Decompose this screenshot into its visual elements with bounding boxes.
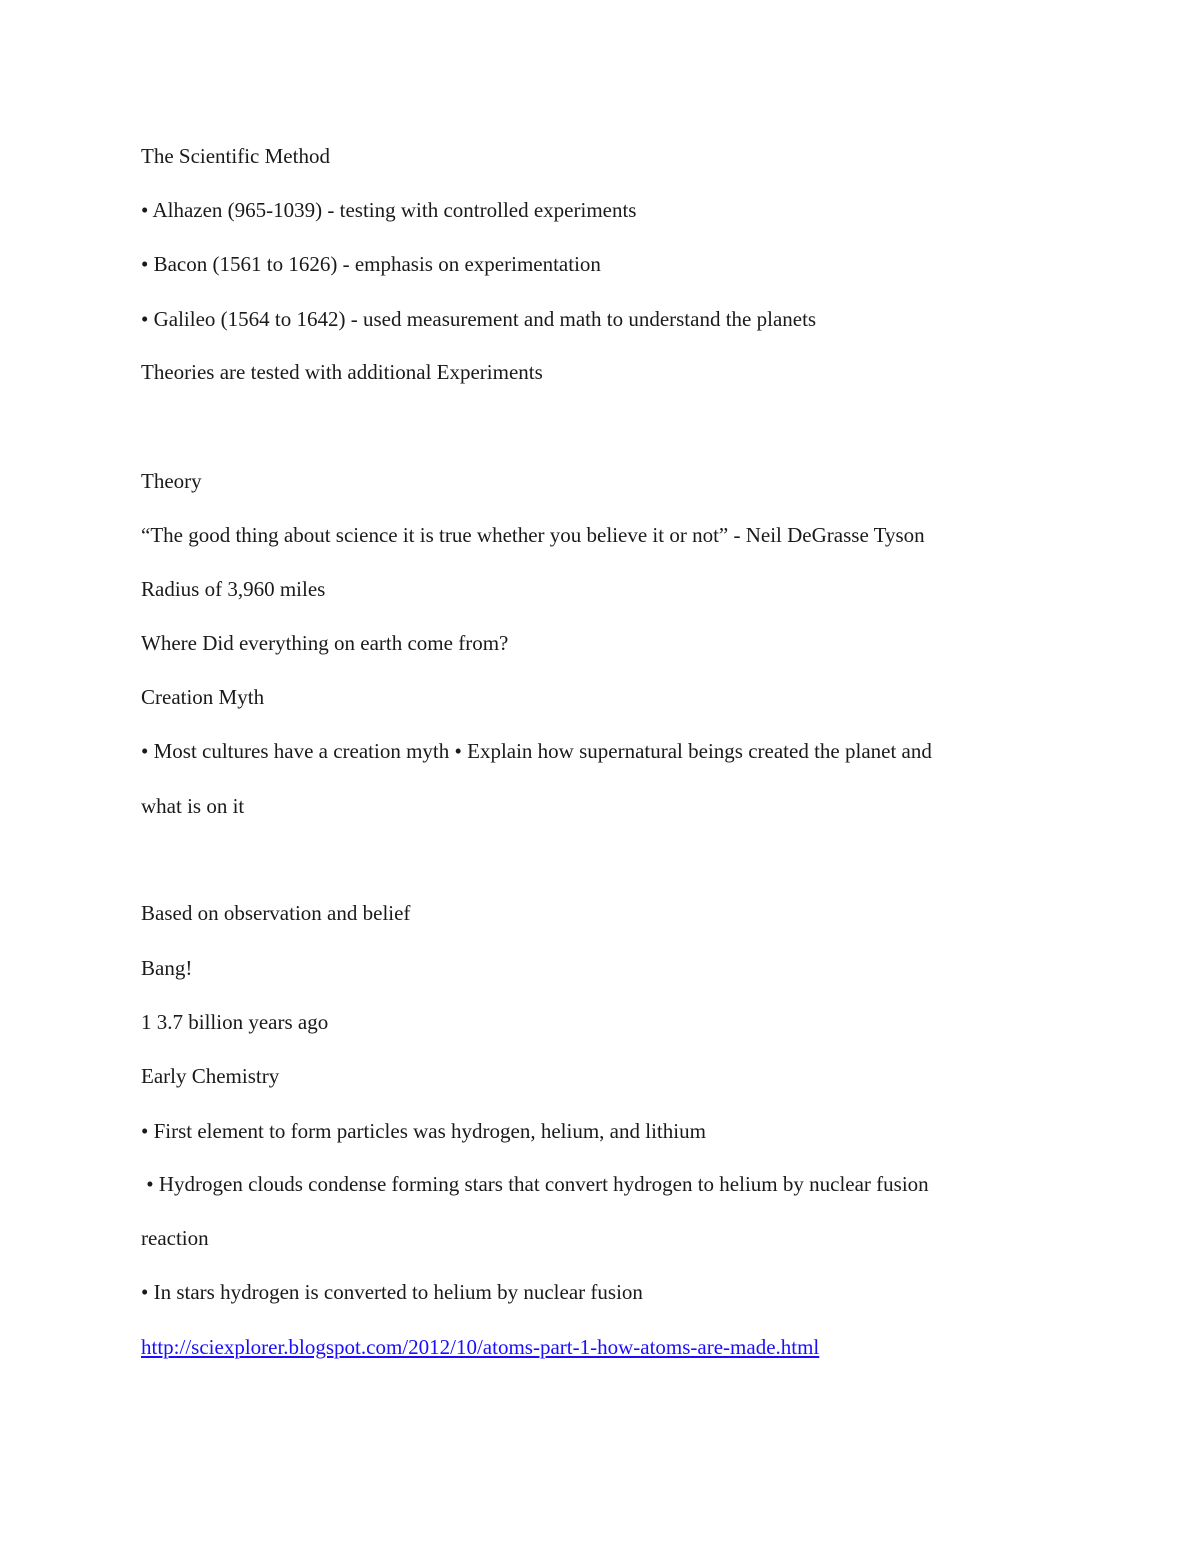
bullet-hydrogen-clouds-line-1: • Hydrogen clouds condense forming stars that convert hydrogen to helium by nuclear fusion [141,1172,929,1196]
creation-myth-line-1: • Most cultures have a creation myth • Explain how supernatural beings created the planet and [141,739,932,763]
bullet-in-stars: • In stars hydrogen is converted to helium by nuclear fusion [141,1280,643,1304]
bullet-hydrogen-clouds-line-2: reaction [141,1226,209,1250]
bang-line: Bang! [141,956,193,980]
heading-scientific-method: The Scientific Method [141,144,330,168]
observation-belief-line: Based on observation and belief [141,901,411,925]
radius-line: Radius of 3,960 miles [141,577,326,601]
quote-tyson: “The good thing about science it is true whether you believe it or not” - Neil DeGrasse Tyson [141,523,925,547]
sciexplorer-link[interactable]: http://sciexplorer.blogspot.com/2012/10/atoms-part-1-how-atoms-are-made.html [141,1335,820,1359]
bullet-galileo: • Galileo (1564 to 1642) - used measurement and math to understand the planets [141,307,817,331]
heading-creation-myth: Creation Myth [141,685,265,709]
bullet-bacon: • Bacon (1561 to 1626) - emphasis on experimentation [141,252,601,276]
heading-early-chemistry: Early Chemistry [141,1064,280,1088]
bullet-alhazen: • Alhazen (965-1039) - testing with controlled experiments [141,198,637,222]
years-ago-line: 1 3.7 billion years ago [141,1010,329,1034]
heading-theory: Theory [141,469,202,493]
theories-tested-line: Theories are tested with additional Experiments [141,360,543,384]
bullet-first-element: • First element to form particles was hydrogen, helium, and lithium [141,1119,706,1143]
creation-myth-line-2: what is on it [141,794,245,818]
question-origin: Where Did everything on earth come from? [141,631,509,655]
